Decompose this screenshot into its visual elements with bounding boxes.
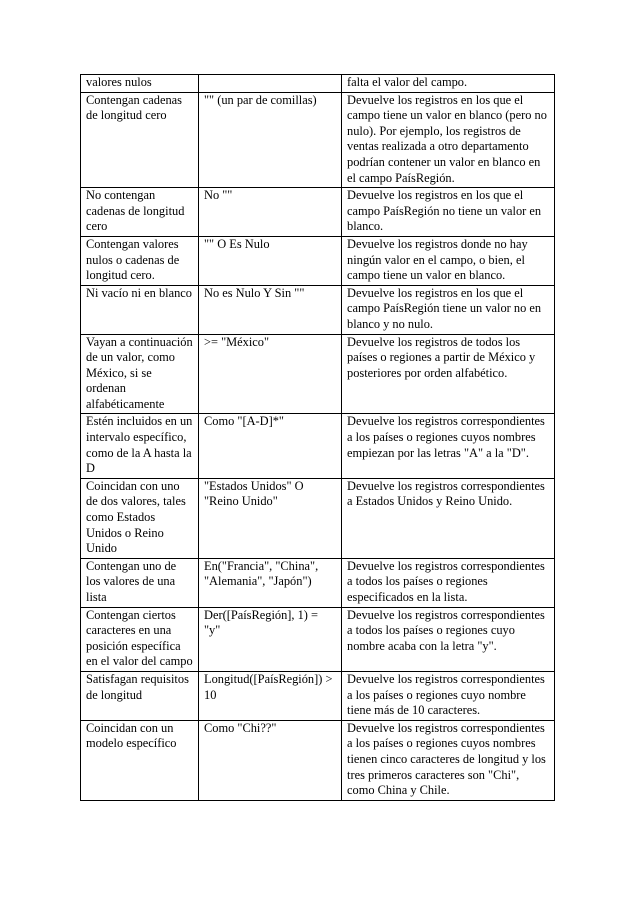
criteria-cell: Coincidan con un modelo específico — [81, 720, 199, 800]
description-cell: Devuelve los registros de todos los países o regiones a partir de México y posteriores por orden alfabético. — [342, 334, 555, 414]
description-cell: Devuelve los registros correspondientes a los países o regiones cuyos nombres empiezan por las letras "A" a la "D". — [342, 414, 555, 478]
description-cell: Devuelve los registros donde no hay ningún valor en el campo, o bien, el campo tiene un valor en blanco. — [342, 236, 555, 285]
criteria-cell: No contengan cadenas de longitud cero — [81, 188, 199, 237]
criteria-cell: Satisfagan requisitos de longitud — [81, 671, 199, 720]
criteria-cell: valores nulos — [81, 75, 199, 93]
table-row — [81, 478, 555, 558]
description-cell: Devuelve los registros correspondientes a Estados Unidos y Reino Unido. — [342, 478, 555, 558]
table-row — [81, 92, 555, 188]
table-row — [81, 285, 555, 334]
criteria-cell: Contengan cadenas de longitud cero — [81, 92, 199, 188]
description-cell: falta el valor del campo. — [342, 75, 555, 93]
expression-cell: En("Francia", "China", "Alemania", "Japón") — [199, 558, 342, 607]
expression-cell: >= "México" — [199, 334, 342, 414]
table-row — [81, 671, 555, 720]
description-cell: Devuelve los registros en los que el campo tiene un valor en blanco (pero no nulo). Por ejemplo, los registros de ventas realizada a otro departamento podrían contener un valor en blanco en el campo PaísRegión. — [342, 92, 555, 188]
expression-cell: "" (un par de comillas) — [199, 92, 342, 188]
expression-cell: "" O Es Nulo — [199, 236, 342, 285]
expression-cell: Der([PaísRegión], 1) = "y" — [199, 607, 342, 671]
expression-cell: "Estados Unidos" O "Reino Unido" — [199, 478, 342, 558]
expression-cell — [199, 75, 342, 93]
expression-cell: Como "Chi??" — [199, 720, 342, 800]
description-cell: Devuelve los registros correspondientes a los países o regiones cuyos nombres tienen cinco caracteres de longitud y los tres primeros caracteres son "Chi", como China y Chile. — [342, 720, 555, 800]
criteria-cell: Contengan valores nulos o cadenas de longitud cero. — [81, 236, 199, 285]
table-row — [81, 75, 555, 93]
query-criteria-table — [80, 74, 555, 801]
table-row — [81, 558, 555, 607]
table-row — [81, 720, 555, 800]
description-cell: Devuelve los registros en los que el campo PaísRegión tiene un valor no en blanco y no nulo. — [342, 285, 555, 334]
description-cell: Devuelve los registros en los que el campo PaísRegión no tiene un valor en blanco. — [342, 188, 555, 237]
criteria-cell: Coincidan con uno de dos valores, tales como Estados Unidos o Reino Unido — [81, 478, 199, 558]
description-cell: Devuelve los registros correspondientes a todos los países o regiones especificados en la lista. — [342, 558, 555, 607]
criteria-cell: Ni vacío ni en blanco — [81, 285, 199, 334]
table-row — [81, 188, 555, 237]
table-row — [81, 607, 555, 671]
criteria-cell: Contengan ciertos caracteres en una posición específica en el valor del campo — [81, 607, 199, 671]
description-cell: Devuelve los registros correspondientes a todos los países o regiones cuyo nombre acaba con la letra "y". — [342, 607, 555, 671]
criteria-cell: Vayan a continuación de un valor, como México, si se ordenan alfabéticamente — [81, 334, 199, 414]
expression-cell: No es Nulo Y Sin "" — [199, 285, 342, 334]
description-cell: Devuelve los registros correspondientes a los países o regiones cuyo nombre tiene más de 10 caracteres. — [342, 671, 555, 720]
criteria-cell: Estén incluidos en un intervalo específico, como de la A hasta la D — [81, 414, 199, 478]
table-body — [81, 75, 555, 801]
table-row — [81, 334, 555, 414]
table-row — [81, 414, 555, 478]
table-row — [81, 236, 555, 285]
document-page — [80, 74, 554, 801]
expression-cell: Como "[A-D]*" — [199, 414, 342, 478]
expression-cell: Longitud([PaísRegión]) > 10 — [199, 671, 342, 720]
criteria-cell: Contengan uno de los valores de una lista — [81, 558, 199, 607]
expression-cell: No "" — [199, 188, 342, 237]
